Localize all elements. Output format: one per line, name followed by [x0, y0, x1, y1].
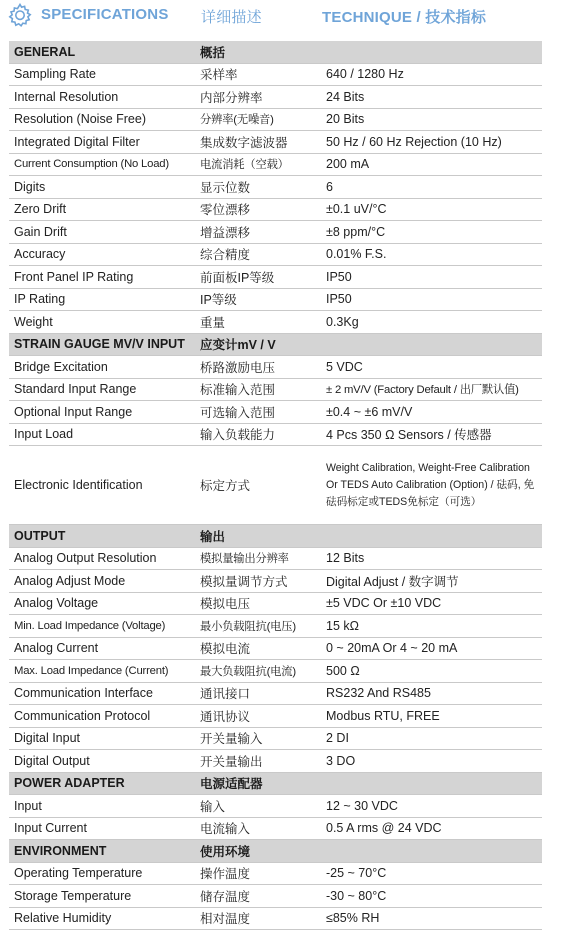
section-header: [9, 772, 542, 795]
param-name-en: IP Rating: [9, 288, 195, 311]
param-name-en: Resolution (Noise Free): [9, 108, 195, 131]
table-row: [9, 356, 542, 379]
table-row: [9, 401, 542, 424]
param-value: 6: [321, 176, 542, 199]
param-name-en: Accuracy: [9, 243, 195, 266]
param-name-cn: 标定方式: [195, 446, 321, 525]
param-name-cn: 分辨率(无噪音): [195, 108, 321, 131]
table-row: [9, 682, 542, 705]
table-row: [9, 221, 542, 244]
param-name-cn: 开关量输出: [195, 750, 321, 773]
param-name-cn: 操作温度: [195, 862, 321, 885]
section-title-en: POWER ADAPTER: [9, 772, 195, 795]
section-title-cn: 应变计mV / V: [195, 333, 542, 356]
param-name-cn: 综合精度: [195, 243, 321, 266]
param-name-en: Analog Current: [9, 637, 195, 660]
table-row: [9, 660, 542, 683]
param-name-cn: 采样率: [195, 63, 321, 86]
param-name-en: Zero Drift: [9, 198, 195, 221]
param-value: ±0.4 ~ ±6 mV/V: [321, 401, 542, 424]
specifications-title: SPECIFICATIONS: [41, 6, 169, 23]
param-name-cn: 通讯协议: [195, 705, 321, 728]
section-title-en: OUTPUT: [9, 525, 195, 548]
param-name-en: Digital Output: [9, 750, 195, 773]
param-name-cn: 集成数字滤波器: [195, 131, 321, 154]
param-name-cn: 重量: [195, 311, 321, 334]
param-name-en: Min. Load Impedance (Voltage): [9, 615, 195, 638]
param-name-en: Optional Input Range: [9, 401, 195, 424]
param-name-cn: 输入: [195, 795, 321, 818]
param-value: 0.3Kg: [321, 311, 542, 334]
param-value: ±5 VDC Or ±10 VDC: [321, 592, 542, 615]
param-value: Digital Adjust / 数字调节: [321, 570, 542, 593]
param-value: 5 VDC: [321, 356, 542, 379]
param-name-en: Weight: [9, 311, 195, 334]
table-row: [9, 547, 542, 570]
specifications-table: [9, 41, 542, 930]
param-name-en: Storage Temperature: [9, 885, 195, 908]
param-name-cn: 内部分辨率: [195, 86, 321, 109]
table-row: [9, 727, 542, 750]
table-row: [9, 153, 542, 176]
param-value: ±8 ppm/°C: [321, 221, 542, 244]
param-value: 20 Bits: [321, 108, 542, 131]
table-row: [9, 750, 542, 773]
param-name-cn: 储存温度: [195, 885, 321, 908]
section-title-cn: 输出: [195, 525, 542, 548]
table-row: [9, 86, 542, 109]
param-value: Weight Calibration, Weight-Free Calibration Or TEDS Auto Calibration (Option) / 砝码, 免砝码标定或TEDS免标定（可选）: [321, 446, 542, 525]
table-row: [9, 311, 542, 334]
table-row: [9, 615, 542, 638]
param-name-en: Standard Input Range: [9, 378, 195, 401]
param-value: 50 Hz / 60 Hz Rejection (10 Hz): [321, 131, 542, 154]
param-name-cn: 增益漂移: [195, 221, 321, 244]
param-value: IP50: [321, 266, 542, 289]
param-value: 2 DI: [321, 727, 542, 750]
param-value: Modbus RTU, FREE: [321, 705, 542, 728]
param-name-cn: 最大负载阻抗(电流): [195, 660, 321, 683]
param-name-en: Analog Adjust Mode: [9, 570, 195, 593]
param-name-en: Internal Resolution: [9, 86, 195, 109]
technique-title: TECHNIQUE / 技术指标: [322, 9, 487, 26]
param-value: 12 ~ 30 VDC: [321, 795, 542, 818]
param-name-cn: 相对温度: [195, 907, 321, 930]
table-row: [9, 705, 542, 728]
table-row: [9, 423, 542, 446]
param-value: 12 Bits: [321, 547, 542, 570]
table-row: [9, 108, 542, 131]
param-name-cn: 前面板IP等级: [195, 266, 321, 289]
param-name-en: Gain Drift: [9, 221, 195, 244]
param-value: 640 / 1280 Hz: [321, 63, 542, 86]
param-value: ±0.1 uV/°C: [321, 198, 542, 221]
param-value: ± 2 mV/V (Factory Default / 出厂默认值): [321, 378, 542, 401]
section-title-en: GENERAL: [9, 41, 195, 63]
section-header: [9, 840, 542, 863]
table-row: [9, 637, 542, 660]
table-row: [9, 266, 542, 289]
param-value: ≤85% RH: [321, 907, 542, 930]
param-name-en: Input Current: [9, 817, 195, 840]
section-title-cn: 电源适配器: [195, 772, 542, 795]
param-name-en: Bridge Excitation: [9, 356, 195, 379]
param-value: -30 ~ 80°C: [321, 885, 542, 908]
param-name-cn: 开关量输入: [195, 727, 321, 750]
section-header: [9, 525, 542, 548]
param-value: 4 Pcs 350 Ω Sensors / 传感器: [321, 423, 542, 446]
param-name-cn: 模拟量调节方式: [195, 570, 321, 593]
param-name-en: Relative Humidity: [9, 907, 195, 930]
param-name-en: Input Load: [9, 423, 195, 446]
table-row: [9, 176, 542, 199]
gear-icon: [8, 3, 32, 27]
param-value: -25 ~ 70°C: [321, 862, 542, 885]
table-row: [9, 288, 542, 311]
page-header: [0, 0, 563, 32]
param-name-en: Analog Output Resolution: [9, 547, 195, 570]
param-name-cn: 零位漂移: [195, 198, 321, 221]
param-name-en: Input: [9, 795, 195, 818]
table-row: [9, 907, 542, 930]
param-name-cn: 电流消耗（空载）: [195, 153, 321, 176]
param-name-cn: 模拟电流: [195, 637, 321, 660]
param-name-en: Electronic Identification: [9, 446, 195, 525]
param-name-en: Analog Voltage: [9, 592, 195, 615]
section-title-en: ENVIRONMENT: [9, 840, 195, 863]
section-title-cn: 使用环境: [195, 840, 542, 863]
param-name-cn: 可选输入范围: [195, 401, 321, 424]
param-value: 200 mA: [321, 153, 542, 176]
param-value: 0.01% F.S.: [321, 243, 542, 266]
param-name-cn: 显示位数: [195, 176, 321, 199]
param-name-en: Sampling Rate: [9, 63, 195, 86]
param-value: 0.5 A rms @ 24 VDC: [321, 817, 542, 840]
param-value: 15 kΩ: [321, 615, 542, 638]
param-value: RS232 And RS485: [321, 682, 542, 705]
table-row: [9, 795, 542, 818]
param-name-cn: 桥路激励电压: [195, 356, 321, 379]
param-name-cn: 模拟电压: [195, 592, 321, 615]
section-title-en: STRAIN GAUGE MV/V INPUT: [9, 333, 195, 356]
param-value: IP50: [321, 288, 542, 311]
param-name-cn: IP等级: [195, 288, 321, 311]
param-name-en: Digital Input: [9, 727, 195, 750]
table-row: [9, 817, 542, 840]
param-name-en: Communication Interface: [9, 682, 195, 705]
table-row: [9, 198, 542, 221]
param-name-en: Current Consumption (No Load): [9, 153, 195, 176]
param-name-en: Communication Protocol: [9, 705, 195, 728]
table-row: [9, 570, 542, 593]
param-name-cn: 输入负载能力: [195, 423, 321, 446]
table-row: [9, 862, 542, 885]
section-title-cn: 概括: [195, 41, 542, 63]
param-value: 24 Bits: [321, 86, 542, 109]
param-name-cn: 标准输入范围: [195, 378, 321, 401]
param-name-cn: 电流输入: [195, 817, 321, 840]
param-name-en: Digits: [9, 176, 195, 199]
table-row: [9, 446, 542, 525]
table-row: [9, 885, 542, 908]
param-name-en: Front Panel IP Rating: [9, 266, 195, 289]
table-row: [9, 592, 542, 615]
param-value: 0 ~ 20mA Or 4 ~ 20 mA: [321, 637, 542, 660]
section-header: [9, 41, 542, 63]
table-row: [9, 131, 542, 154]
table-row: [9, 378, 542, 401]
param-name-cn: 通讯接口: [195, 682, 321, 705]
param-value: 3 DO: [321, 750, 542, 773]
table-row: [9, 243, 542, 266]
details-title-cn: 详细描述: [201, 9, 262, 26]
section-header: [9, 333, 542, 356]
param-name-en: Operating Temperature: [9, 862, 195, 885]
param-value: 500 Ω: [321, 660, 542, 683]
param-name-cn: 最小负载阻抗(电压): [195, 615, 321, 638]
param-name-en: Max. Load Impedance (Current): [9, 660, 195, 683]
param-name-en: Integrated Digital Filter: [9, 131, 195, 154]
table-row: [9, 63, 542, 86]
param-name-cn: 模拟量输出分辨率: [195, 547, 321, 570]
